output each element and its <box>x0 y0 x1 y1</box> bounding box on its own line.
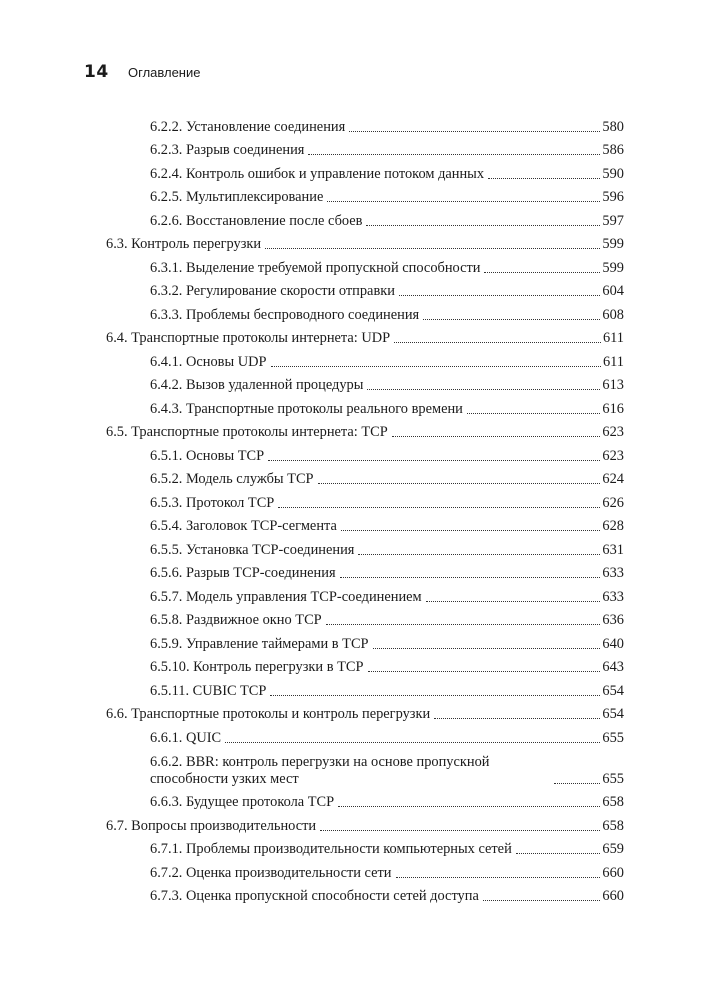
toc-entry <box>106 488 624 512</box>
toc-entry-title: 6.3.1. Выделение требуемой пропускной способности <box>150 259 481 276</box>
dot-leader <box>426 601 601 602</box>
toc-entry-page: 623 <box>602 424 624 440</box>
toc-entry-page: 597 <box>602 212 624 229</box>
toc-entry <box>106 394 624 418</box>
toc-entry-page: 580 <box>602 118 624 135</box>
dot-leader <box>366 225 600 226</box>
toc-entry <box>106 347 624 371</box>
toc-entry-page: 611 <box>602 330 624 346</box>
toc-entry-page: 654 <box>602 706 624 722</box>
dot-leader <box>326 624 601 625</box>
toc-entry-title: 6.7. Вопросы производительности <box>106 817 317 834</box>
toc-entry <box>106 206 624 230</box>
toc-entry-title: 6.3. Контроль перегрузки <box>106 236 262 252</box>
toc-entry-title: 6.2.2. Установление соединения <box>150 118 346 135</box>
page-number: 14 <box>84 62 109 82</box>
toc-entry-title: 6.6.3. Будущее протокола TCP <box>150 794 335 810</box>
toc-entry-title: 6.5.11. CUBIC TCP <box>150 682 267 699</box>
dot-leader <box>265 248 600 249</box>
toc-entry-page: 608 <box>602 306 624 323</box>
dot-leader <box>338 806 600 807</box>
toc-entry-title: 6.6.2. BBR: контроль перегрузки на основе пропускной способности узких мест <box>150 753 490 787</box>
toc-entry-title: 6.4.3. Транспортные протоколы реального времени <box>150 400 463 417</box>
dot-leader <box>423 319 600 320</box>
dot-leader <box>278 507 600 508</box>
toc-entry-title: 6.7.1. Проблемы производительности компьютерных сетей <box>150 841 512 857</box>
toc-entry <box>106 465 624 489</box>
toc-entry <box>106 418 624 442</box>
dot-leader <box>516 853 601 854</box>
dot-leader <box>368 671 601 672</box>
toc-entry-title: 6.2.4. Контроль ошибок и управление потоком данных <box>150 165 485 182</box>
dot-leader <box>358 554 600 555</box>
toc-entry <box>106 535 624 559</box>
toc-entry <box>106 723 624 747</box>
toc-entry-page: 643 <box>602 659 624 675</box>
toc-entry-page: 659 <box>602 841 624 857</box>
toc-entry-title: 6.5.8. Раздвижное окно TCP <box>150 612 322 628</box>
toc-entry <box>106 653 624 677</box>
toc-entry-page: 590 <box>602 165 624 182</box>
dot-leader <box>434 718 600 719</box>
toc-entry-title: 6.4.2. Вызов удаленной процедуры <box>150 377 364 393</box>
toc-entry-title: 6.4. Транспортные протоколы интернета: UDP <box>106 330 391 346</box>
toc-entry-page: 633 <box>602 588 624 605</box>
toc-entry-title: 6.6. Транспортные протоколы и контроль перегрузки <box>106 706 431 722</box>
toc-entry-page: 623 <box>602 447 624 464</box>
toc-entry-title: 6.7.2. Оценка производительности сети <box>150 864 392 881</box>
dot-leader <box>367 389 600 390</box>
toc-entry <box>106 512 624 536</box>
toc-entry <box>106 183 624 207</box>
toc-entry <box>106 858 624 882</box>
toc-entry <box>106 882 624 906</box>
toc-entry-page: 640 <box>602 635 624 652</box>
toc-entry-title: 6.2.6. Восстановление после сбоев <box>150 212 363 229</box>
dot-leader <box>467 413 601 414</box>
dot-leader <box>318 483 601 484</box>
toc-entry <box>106 582 624 606</box>
toc-entry-page: 624 <box>602 471 624 487</box>
toc-entry-page: 616 <box>602 400 624 417</box>
toc-entry <box>106 136 624 160</box>
toc-entry-page: 596 <box>602 189 624 205</box>
toc-entry <box>106 324 624 348</box>
toc-entry <box>106 811 624 835</box>
dot-leader <box>484 272 600 273</box>
toc-entry-page: 655 <box>602 770 624 787</box>
dot-leader <box>349 131 600 132</box>
dot-leader <box>270 695 600 696</box>
toc-entry-page: 655 <box>602 729 624 746</box>
toc-entry-title: 6.5.2. Модель службы TCP <box>150 471 314 487</box>
toc-entry-page: 613 <box>602 377 624 393</box>
toc-entry-page: 611 <box>602 353 624 370</box>
toc-entry <box>106 629 624 653</box>
toc-entry-page: 658 <box>602 817 624 834</box>
dot-leader <box>341 530 601 531</box>
toc-entry-page: 599 <box>602 259 624 276</box>
toc-entry <box>106 606 624 630</box>
toc-entry-title: 6.5.5. Установка TCP-соединения <box>150 541 355 558</box>
dot-leader <box>340 577 601 578</box>
toc-entry-title: 6.4.1. Основы UDP <box>150 353 267 370</box>
toc-entry <box>106 788 624 812</box>
toc-entry-title: 6.3.2. Регулирование скорости отправки <box>150 283 395 299</box>
table-of-contents <box>106 112 624 905</box>
toc-entry-title: 6.2.5. Мультиплексирование <box>150 189 324 205</box>
dot-leader <box>483 900 601 901</box>
dot-leader <box>308 154 600 155</box>
toc-entry <box>106 230 624 254</box>
toc-entry <box>106 300 624 324</box>
toc-entry-page: 604 <box>602 283 624 299</box>
toc-entry-title: 6.2.3. Разрыв соединения <box>150 142 305 158</box>
toc-entry-page: 654 <box>602 682 624 699</box>
toc-entry-page: 626 <box>602 494 624 511</box>
dot-leader <box>554 783 600 784</box>
toc-entry-page: 599 <box>602 236 624 252</box>
dot-leader <box>373 648 601 649</box>
toc-entry-title: 6.5.7. Модель управления TCP-соединением <box>150 588 422 605</box>
toc-entry-title: 6.6.1. QUIC <box>150 729 222 746</box>
toc-entry-title: 6.5.3. Протокол TCP <box>150 494 275 511</box>
toc-entry-title: 6.5.6. Разрыв TCP-соединения <box>150 565 336 581</box>
dot-leader <box>268 460 600 461</box>
toc-entry-title: 6.5.9. Управление таймерами в TCP <box>150 635 369 652</box>
running-title: Оглавление <box>128 65 201 80</box>
dot-leader <box>396 877 601 878</box>
toc-entry-title: 6.5.1. Основы TCP <box>150 447 265 464</box>
toc-entry-page: 660 <box>602 864 624 881</box>
dot-leader <box>320 830 600 831</box>
toc-entry-title: 6.5.4. Заголовок TCP-сегмента <box>150 518 337 534</box>
dot-leader <box>225 742 600 743</box>
toc-entry <box>106 559 624 583</box>
toc-entry-page: 631 <box>602 541 624 558</box>
toc-entry-title: 6.5. Транспортные протоколы интернета: TCP <box>106 424 388 440</box>
toc-entry-page: 586 <box>602 142 624 158</box>
toc-entry-page: 628 <box>602 518 624 534</box>
toc-entry-title: 6.7.3. Оценка пропускной способности сетей доступа <box>150 888 479 904</box>
toc-entry <box>106 159 624 183</box>
toc-entry <box>106 371 624 395</box>
dot-leader <box>327 201 600 202</box>
toc-entry <box>106 835 624 859</box>
toc-entry-title: 6.3.3. Проблемы беспроводного соединения <box>150 306 420 323</box>
toc-entry-page: 636 <box>602 612 624 628</box>
dot-leader <box>271 366 601 367</box>
dot-leader <box>394 342 601 343</box>
dot-leader <box>399 295 600 296</box>
toc-entry <box>106 253 624 277</box>
toc-entry-page: 633 <box>602 565 624 581</box>
page-header <box>84 62 200 82</box>
toc-entry-page: 658 <box>602 794 624 810</box>
toc-entry-title: 6.5.10. Контроль перегрузки в TCP <box>150 659 364 675</box>
toc-entry <box>106 441 624 465</box>
toc-entry <box>106 277 624 301</box>
toc-entry-page: 660 <box>602 888 624 904</box>
toc-entry <box>106 700 624 724</box>
toc-entry <box>106 747 624 788</box>
dot-leader <box>392 436 601 437</box>
toc-entry <box>106 676 624 700</box>
toc-entry <box>106 112 624 136</box>
dot-leader <box>488 178 600 179</box>
